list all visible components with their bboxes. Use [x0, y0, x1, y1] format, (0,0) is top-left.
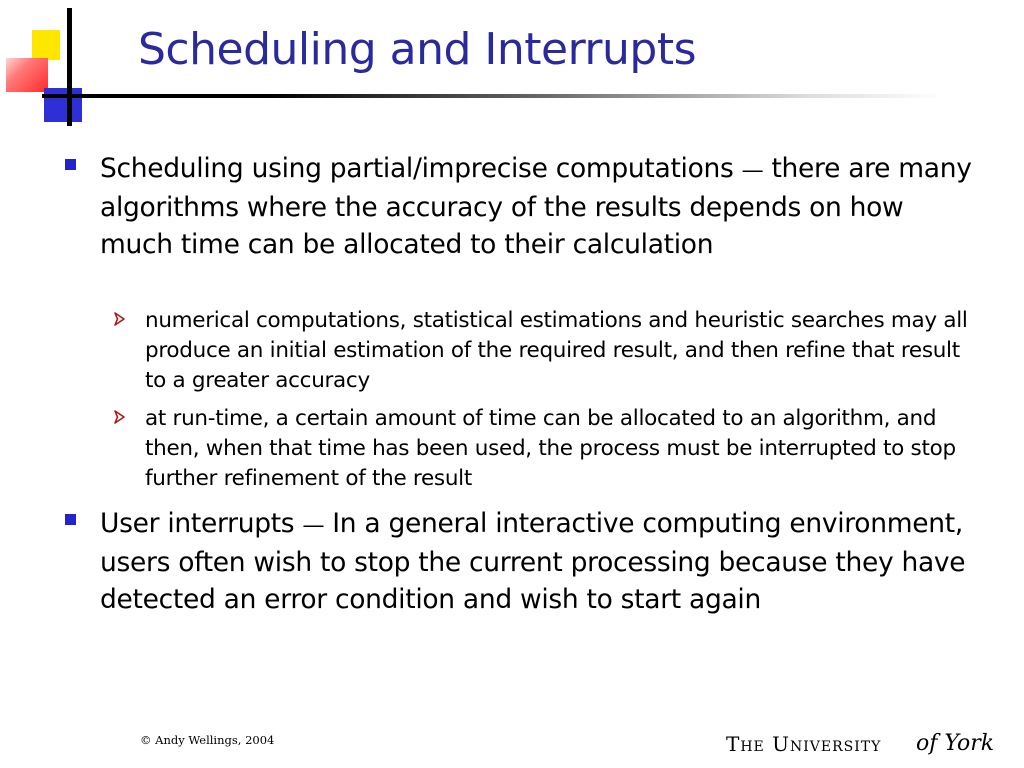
bullet-text — [100, 505, 975, 618]
sub-bullet-text: numerical computations, statistical estimations and heuristic searches may all produce an initial estimation of the required result, and then refine that result to a greater accuracy — [145, 308, 968, 393]
sub-bullet-item — [112, 306, 972, 396]
sub-bullet-item — [112, 404, 972, 494]
decor-yellow-square — [32, 30, 60, 60]
university-of-york-logo — [726, 722, 998, 764]
bullet-text — [100, 150, 975, 263]
bullet-item — [65, 505, 975, 618]
logo-main-text: The University — [726, 732, 882, 756]
sub-bullet-text: at run-time, a certain amount of time can be allocated to an algorithm, and then, when that time has been used, the process must be interrupted to stop further refinement of the result — [145, 406, 956, 491]
title-underline — [42, 94, 944, 98]
square-bullet-icon — [65, 514, 76, 525]
em-dash: — — [741, 158, 764, 183]
decor-red-square — [6, 58, 48, 92]
bullet-rest: In a general interactive computing environment, users often wish to stop the current processing because they have detected an error condition and wish to start again — [100, 508, 966, 615]
bullet-lead: Scheduling using partial/imprecise computations — [100, 153, 734, 184]
square-bullet-icon — [65, 159, 76, 170]
arrow-bullet-icon — [112, 311, 128, 327]
logo-script-text: of York — [916, 731, 995, 756]
arrow-bullet-icon — [112, 409, 128, 425]
bullet-rest: there are many algorithms where the accuracy of the results depends on how much time can be allocated to their calculation — [100, 153, 972, 260]
slide-title: Scheduling and Interrupts — [138, 24, 696, 75]
bullet-item — [65, 150, 975, 263]
em-dash: — — [302, 513, 325, 538]
bullet-lead: User interrupts — [100, 508, 295, 539]
decor-vertical-line — [67, 8, 72, 126]
copyright-notice: © Andy Wellings, 2004 — [140, 733, 275, 747]
